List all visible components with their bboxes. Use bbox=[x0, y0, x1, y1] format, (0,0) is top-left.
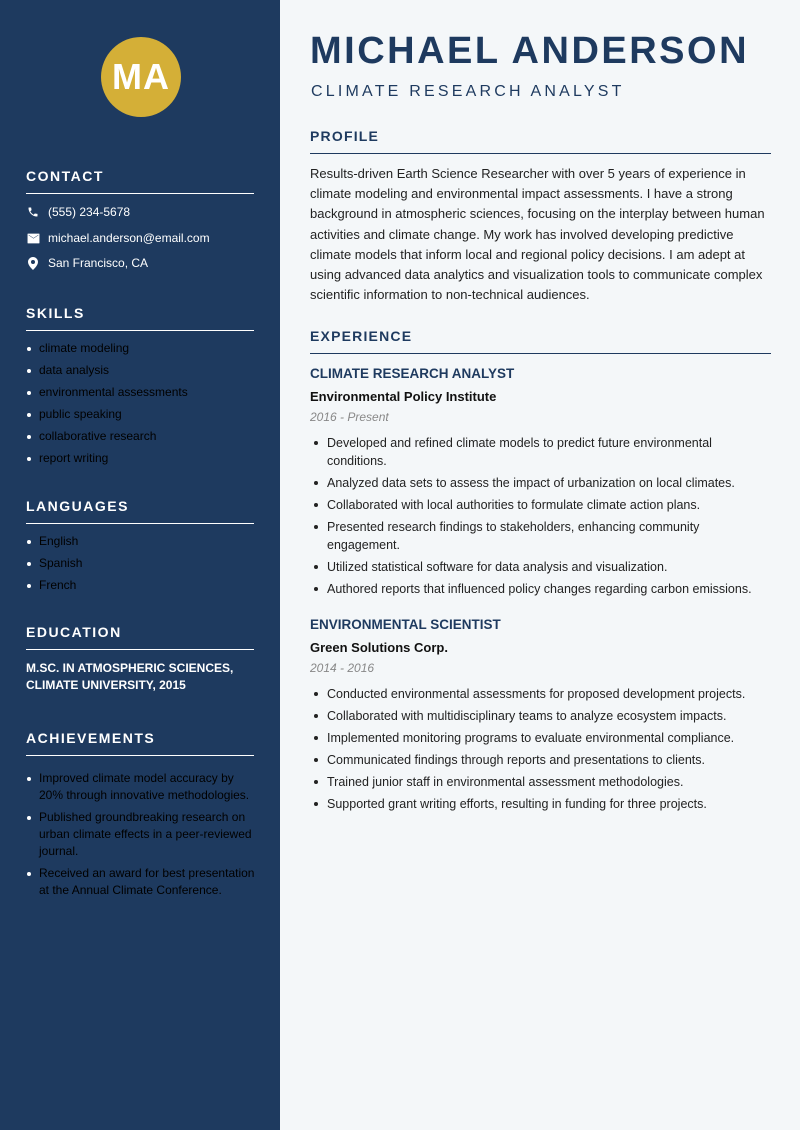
job-bullet: Utilized statistical software for data analysis and visualization. bbox=[311, 558, 773, 576]
contact-email[interactable] bbox=[26, 231, 210, 245]
job-bullet: Trained junior staff in environmental assessment methodologies. bbox=[311, 773, 773, 791]
job-bullet: Conducted environmental assessments for proposed development projects. bbox=[311, 685, 773, 703]
language-item: Spanish bbox=[26, 555, 256, 572]
profile-heading: PROFILE bbox=[310, 128, 771, 154]
achievement-item: Published groundbreaking research on urban climate effects in a peer-reviewed journal. bbox=[26, 809, 256, 860]
languages-list bbox=[26, 533, 256, 599]
language-item: French bbox=[26, 577, 256, 594]
job-dates: 2016 - Present bbox=[310, 410, 389, 424]
job-bullet: Implemented monitoring programs to evaluate environmental compliance. bbox=[311, 729, 773, 747]
skill-item: climate modeling bbox=[26, 340, 256, 357]
education-degree: M.SC. IN ATMOSPHERIC SCIENCES, CLIMATE UNIVERSITY, 2015 bbox=[26, 661, 234, 692]
achievements-list bbox=[26, 770, 256, 904]
experience-heading: EXPERIENCE bbox=[310, 328, 771, 354]
language-item: English bbox=[26, 533, 256, 550]
job-role: CLIMATE RESEARCH ANALYST bbox=[310, 366, 515, 381]
skill-item: environmental assessments bbox=[26, 384, 256, 401]
location-text: San Francisco, CA bbox=[48, 256, 149, 270]
skill-item: report writing bbox=[26, 450, 256, 467]
job-role: ENVIRONMENTAL SCIENTIST bbox=[310, 617, 501, 632]
location-pin-icon bbox=[26, 256, 40, 270]
job-bullets bbox=[311, 685, 773, 817]
job-bullet: Developed and refined climate models to predict future environmental conditions. bbox=[311, 434, 773, 470]
skill-item: public speaking bbox=[26, 406, 256, 423]
job-bullet: Analyzed data sets to assess the impact of urbanization on local climates. bbox=[311, 474, 773, 492]
job-bullets bbox=[311, 434, 773, 602]
candidate-title: CLIMATE RESEARCH ANALYST bbox=[311, 83, 625, 100]
job-bullet: Supported grant writing efforts, resulting in funding for three projects. bbox=[311, 795, 773, 813]
job-bullet: Collaborated with local authorities to formulate climate action plans. bbox=[311, 496, 773, 514]
achievement-item: Improved climate model accuracy by 20% through innovative methodologies. bbox=[26, 770, 256, 804]
job-dates: 2014 - 2016 bbox=[310, 661, 375, 675]
phone-icon bbox=[26, 205, 40, 219]
skill-item: collaborative research bbox=[26, 428, 256, 445]
email-icon bbox=[26, 231, 40, 245]
job-company: Environmental Policy Institute bbox=[310, 389, 497, 404]
candidate-name: MICHAEL ANDERSON bbox=[310, 30, 750, 72]
skills-list bbox=[26, 340, 256, 472]
job-bullet: Authored reports that influenced policy changes regarding carbon emissions. bbox=[311, 580, 773, 598]
job-bullet: Presented research findings to stakeholders, enhancing community engagement. bbox=[311, 518, 773, 554]
achievements-heading: ACHIEVEMENTS bbox=[26, 730, 254, 756]
skill-item: data analysis bbox=[26, 362, 256, 379]
languages-heading: LANGUAGES bbox=[26, 498, 254, 524]
education-heading: EDUCATION bbox=[26, 624, 254, 650]
skills-heading: SKILLS bbox=[26, 305, 254, 331]
job-bullet: Communicated findings through reports and presentations to clients. bbox=[311, 751, 773, 769]
email-text: michael.anderson@email.com bbox=[48, 231, 210, 245]
profile-text: Results-driven Earth Science Researcher with over 5 years of experience in climate modeling and environmental impact assessments. I have a strong background in atmospheric sciences, focusing on the interplay between human activities and climate change. My work has involved developing predictive climate models that inform local and regional policy decisions. I am adept at using advanced data analytics and visualization tools to communicate complex scientific information to non-technical audiences. bbox=[310, 166, 765, 303]
contact-location bbox=[26, 256, 148, 270]
contact-phone[interactable] bbox=[26, 205, 130, 219]
avatar: MA bbox=[101, 37, 181, 117]
achievement-item: Received an award for best presentation at the Annual Climate Conference. bbox=[26, 865, 256, 899]
phone-text: (555) 234-5678 bbox=[48, 205, 131, 219]
contact-heading: CONTACT bbox=[26, 168, 254, 194]
job-company: Green Solutions Corp. bbox=[310, 640, 448, 655]
job-bullet: Collaborated with multidisciplinary teams to analyze ecosystem impacts. bbox=[311, 707, 773, 725]
